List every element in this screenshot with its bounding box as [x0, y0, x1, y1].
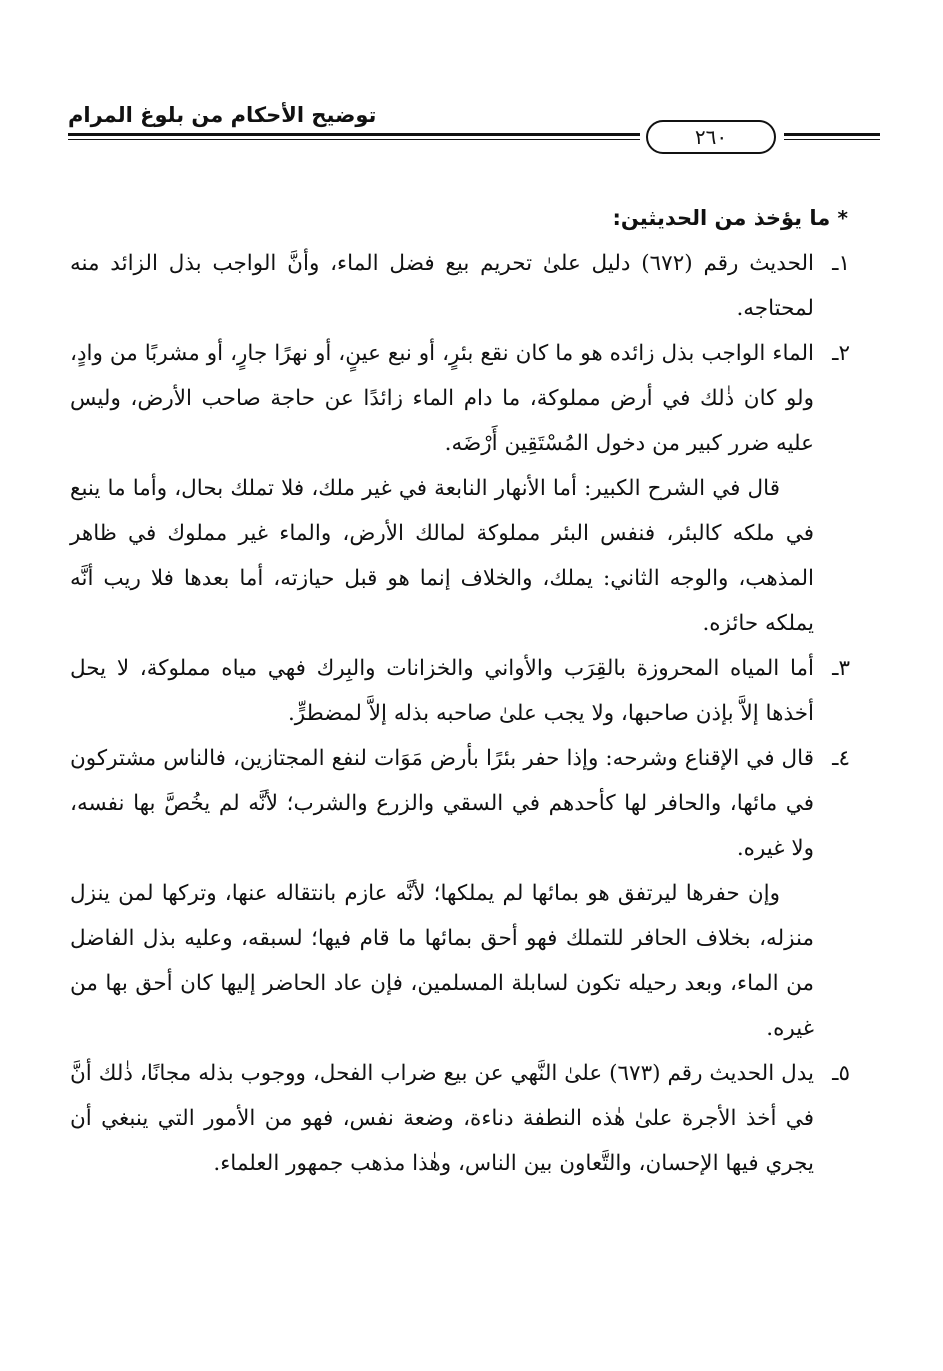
list-item-4 [70, 736, 850, 871]
list-item-2 [70, 331, 850, 466]
list-item-number: ٢ـ [832, 341, 850, 366]
section-heading [70, 196, 850, 241]
list-item-1 [70, 241, 850, 331]
section-heading-text: ما يؤخذ من الحديثين: [612, 206, 831, 230]
page-number: ٢٦٠ [646, 120, 776, 154]
list-item-3 [70, 646, 850, 736]
list-item-text: الحديث رقم (٦٧٢) دليل علىٰ تحريم بيع فضل الماء، وأنَّ الواجب بذل الزائد منه لمحتاجه. [70, 251, 814, 321]
star-icon: * [837, 206, 848, 230]
list-item-5 [70, 1051, 850, 1186]
page-header [68, 96, 880, 166]
list-item-text: قال في الإقناع وشرحه: وإذا حفر بئرًا بأرض مَوَات لنفع المجتازين، فالناس مشتركون في مائها، والحافر لها كأحدهم في السقي والزرع والشرب؛ لأنَّه لم يخُصَّ بها نفسه، ولا غيره. [70, 746, 814, 861]
page-body [70, 196, 850, 1186]
list-item-number: ٣ـ [832, 656, 850, 681]
paragraph-sharh-kabir: قال في الشرح الكبير: أما الأنهار النابعة في غير ملك، فلا تملك بحال، وأما ما ينبع في ملكه كالبئر، فنفس البئر مملوكة لمالك الأرض، والماء غير مملوك في ظاهر المذهب، والوجه الثاني: يملك، والخلاف إنما هو قبل حيازته، أما بعدها فلا ريب أنَّه يملكه حائزه. [70, 476, 814, 636]
header-rule-right [784, 133, 880, 143]
list-item-number: ٤ـ [832, 746, 850, 771]
header-rule-left [68, 133, 640, 143]
list-item-text: أما المياه المحروزة بالقِرَب والأواني والخزانات والبِرك فهي مياه مملوكة، لا يحل أخذها إلاَّ بإذن صاحبها، ولا يجب علىٰ صاحبه بذله إلاَّ لمضطرٍّ. [70, 656, 814, 726]
paragraph-hafaraha: وإن حفرها ليرتفق هو بمائها لم يملكها؛ لأنَّه عازم بانتقاله عنها، وتركها لمن ينزل منزله، بخلاف الحافر للتملك فهو أحق بمائها ما قام فيها؛ لسبقه، وعليه بذل الفاضل من الماء، وبعد رحيله تكون لسابلة المسلمين، فإن عاد الحاضر إليها كان أحق بها من غيره. [70, 881, 814, 1041]
list-item-text: الماء الواجب بذل زائده هو ما كان نقع بئرٍ، أو نبع عينٍ، أو نهرًا جارٍ، أو مشربًا من وادٍ، ولو كان ذٰلك في أرض مملوكة، ما دام الماء زائدًا عن حاجة صاحب الأرض، وليس عليه ضرر كبير من دخول المُسْتَقِين أَرْضَه. [70, 341, 814, 456]
list-item-number: ٥ـ [832, 1061, 850, 1086]
list-item-text: يدل الحديث رقم (٦٧٣) علىٰ النَّهي عن بيع ضراب الفحل، ووجوب بذله مجانًا، ذٰلك أنَّ في أخذ الأجرة علىٰ هٰذه النطفة دناءة، وضعة نفس، فهو من الأمور التي ينبغي أن يجري فيها الإحسان، والتَّعاون بين الناس، وهٰذا مذهب جمهور العلماء. [70, 1061, 814, 1176]
book-title: توضيح الأحكام من بلوغ المرام [68, 103, 377, 127]
list-item-number: ١ـ [832, 251, 850, 276]
